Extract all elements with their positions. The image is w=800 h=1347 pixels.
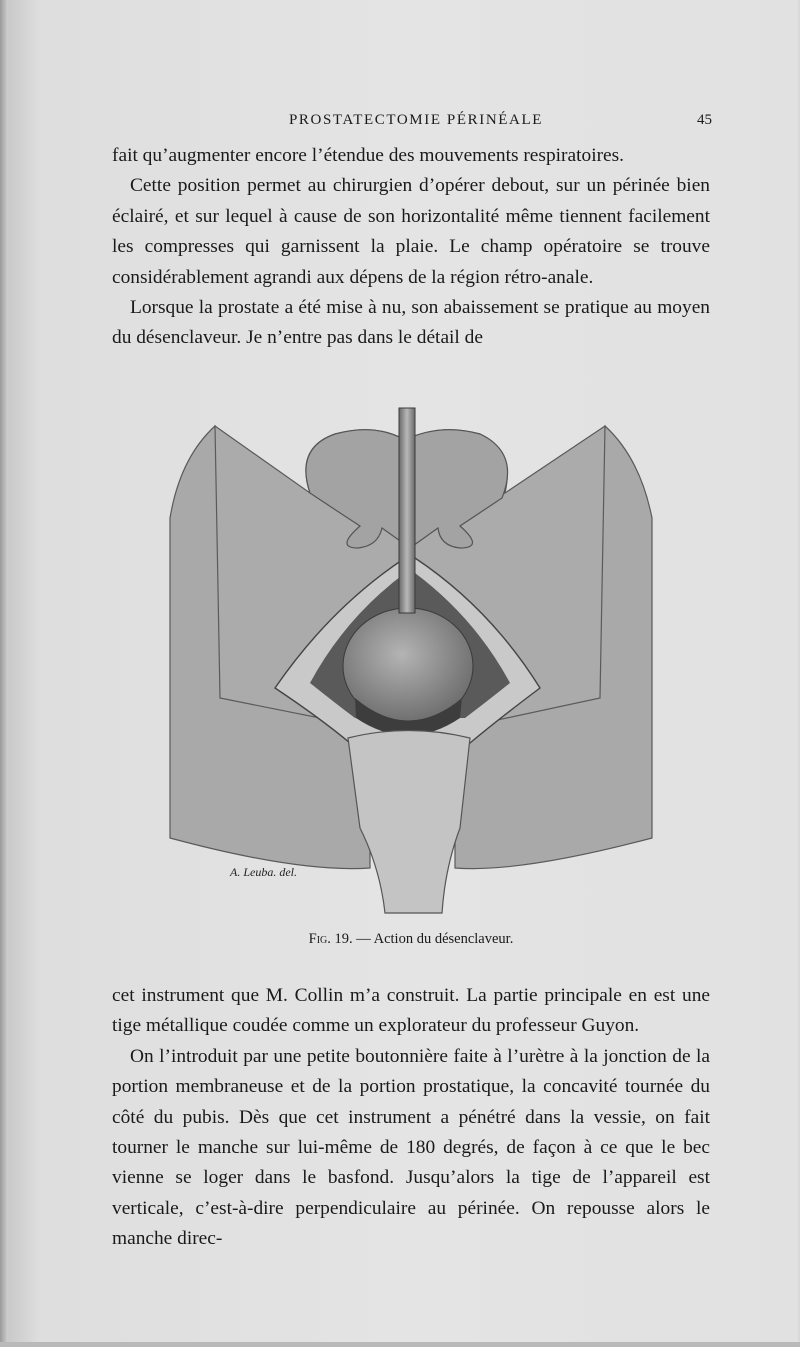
figure-label: Fig. 19. (308, 931, 353, 947)
page-number: 45 (697, 112, 712, 128)
paragraph: Cette position permet au chirurgien d’opérer debout, sur un périnée bien éclairé, et sur lequel à cause de son horizontalité même tiennent facilement les compresses qui garnissent la plaie. Le champ opératoire se trouve considérablement agrandi aux dépens de la région rétro-anale. (112, 175, 710, 288)
artist-signature: A. Leuba. del. (230, 865, 297, 879)
body-text-bottom (112, 981, 710, 1255)
running-title: PROSTATECTOMIE PÉRINÉALE (288, 112, 543, 128)
page-bottom-edge (0, 1342, 800, 1347)
figure-caption-text: — Action du désenclaveur. (356, 931, 514, 947)
paragraph: cet instrument que M. Collin m’a construit. La partie principale en est une tige métallique coudée comme un explorateur du professeur Guyon. (112, 985, 710, 1037)
rectum-tube (348, 731, 470, 914)
book-gutter (0, 0, 8, 1347)
paragraph: Lorsque la prostate a été mise à nu, son abaissement se pratique au moyen du désenclaveur. Je n’entre pas dans le détail de (112, 297, 710, 349)
figure-caption (112, 931, 710, 948)
running-header (112, 112, 712, 136)
figure-illustration (160, 398, 660, 928)
paragraph: On l’introduit par une petite boutonnière faite à l’urètre à la jonction de la portion membraneuse et de la portion prostatique, la concavité tournée du côté du pubis. Dès que cet instrument a pénétré dans la vessie, on fait tourner le manche sur lui-même de 180 degrés, de façon à ce que le bec vienne se loger dans le basfond. Jusqu’alors la tige de l’appareil est verticale, c’est-à-dire perpendiculaire au périnée. On repousse alors le manche direc- (112, 1045, 710, 1250)
body-text-top (112, 141, 710, 354)
desenclaveur-rod (399, 408, 415, 613)
paragraph: fait qu’augmenter encore l’étendue des mouvements respiratoires. (112, 145, 625, 166)
